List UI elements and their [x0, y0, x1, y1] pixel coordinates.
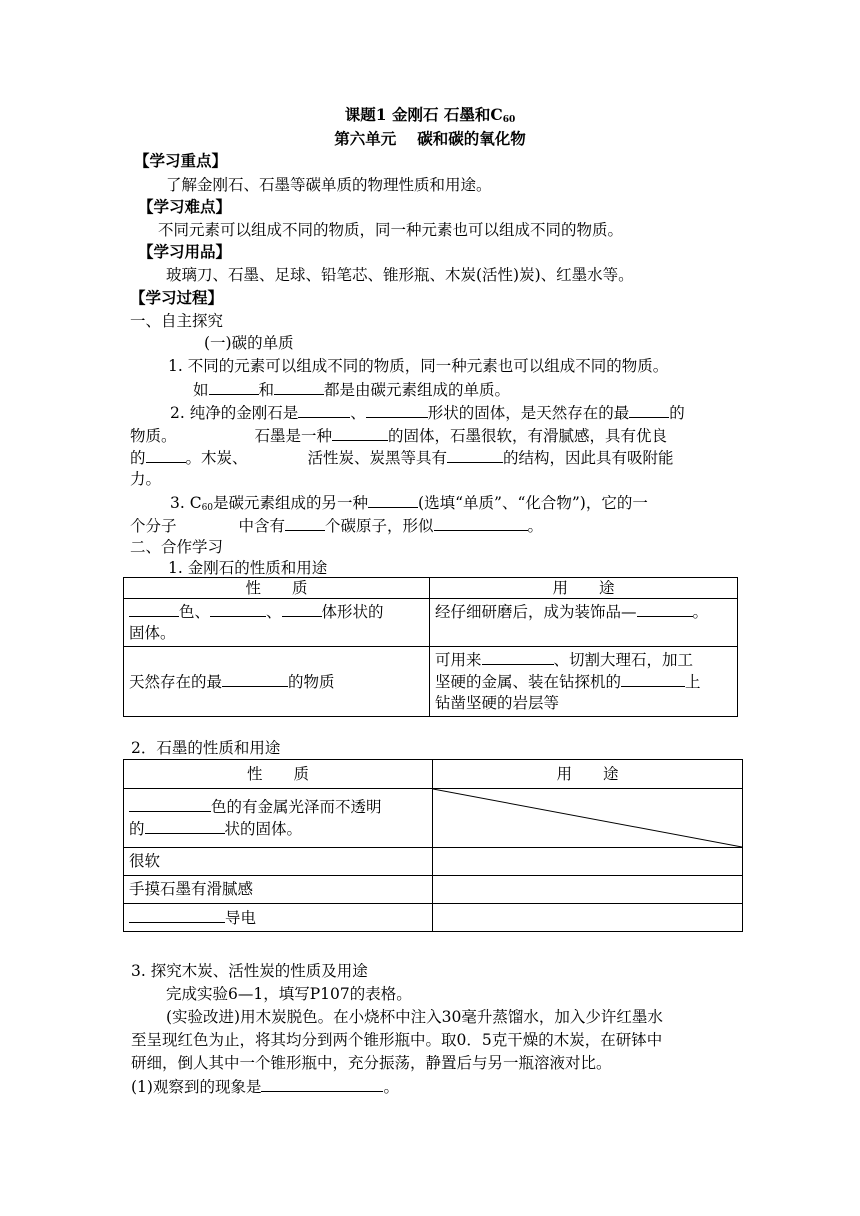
q2-text-j: 活性炭、炭黑等具有: [307, 449, 448, 467]
cell-property: [124, 904, 433, 932]
cell-text: 的物质: [288, 672, 335, 691]
cell-property: [124, 647, 430, 717]
blank[interactable]: [129, 907, 225, 923]
table1-title: 1. 金刚石的性质和用途: [168, 559, 328, 577]
section3-line3: 至呈现红色为止，将其均分到两个锥形瓶中。取0．5克干燥的木炭，在研钵中: [131, 1031, 663, 1049]
cell-text: 钻凿坚硬的岩层等: [435, 694, 560, 712]
blank[interactable]: [222, 671, 288, 687]
blank[interactable]: [482, 649, 554, 665]
cell-text: 坚硬的金属、装在钻探机的: [435, 673, 622, 691]
cell-text: 色、: [179, 603, 211, 621]
table-header: [124, 578, 738, 599]
section3-line2: (实验改进)用木炭脱色。在小烧杯中注入30毫升蒸馏水，加入少许红墨水: [166, 1008, 663, 1026]
cell-text: 上: [685, 673, 701, 691]
cell-text: 的: [129, 820, 145, 838]
lesson-title-text: 课题1 金刚石 石墨和C: [344, 105, 503, 124]
cell-text: 导电: [225, 908, 257, 927]
cell-text: 、切割大理石，加工: [553, 651, 694, 669]
q2-text-h: 的: [130, 449, 146, 467]
q3-line2: [130, 515, 543, 536]
table-row: [124, 599, 738, 647]
q3-text-d: 个分子: [130, 517, 177, 535]
q2-text-k: 的结构，因此具有吸附能: [503, 449, 674, 467]
cell-property: 很软: [124, 848, 433, 876]
process-heading: 【学习过程】: [130, 288, 224, 307]
focus-text: 了解金刚石、石墨等碳单质的物理性质和用途。: [166, 176, 492, 194]
blank[interactable]: [447, 447, 503, 463]
q3-subscript: 60: [201, 503, 214, 513]
blank[interactable]: [621, 671, 685, 687]
blank[interactable]: [298, 402, 350, 418]
q-text: 。: [383, 1078, 399, 1096]
cell-use: [430, 647, 738, 717]
table-header: [124, 760, 743, 789]
q2-text-d: 的: [669, 404, 685, 422]
section3-line4: 研细，倒人其中一个锥形瓶中，充分振荡，静置后与另一瓶溶液对比。: [131, 1054, 612, 1072]
blank[interactable]: [434, 515, 528, 531]
blank[interactable]: [209, 379, 259, 395]
section3-title: 3. 探究木炭、活性炭的性质及用途: [131, 962, 368, 980]
section2-title: 二、合作学习: [130, 538, 224, 556]
cell-text: 。: [692, 603, 709, 621]
section1-subtitle: (一)碳的单质: [204, 334, 294, 352]
blank[interactable]: [368, 492, 418, 508]
section1-title: 一、自主探究: [130, 312, 224, 330]
unit-title: 第六单元 碳和碳的氧化物: [334, 129, 526, 148]
focus-heading: 【学习重点】: [134, 151, 228, 170]
blank[interactable]: [274, 379, 324, 395]
supplies-heading: 【学习用品】: [138, 242, 232, 261]
blank[interactable]: [146, 447, 186, 463]
q2-text-b: 、: [350, 404, 366, 422]
cell-property: 手摸石墨有滑腻感: [124, 876, 433, 904]
cell-use-crossed: [433, 789, 743, 848]
q2-text-i: 。木炭、: [185, 449, 248, 467]
blank[interactable]: [210, 601, 266, 617]
blank[interactable]: [332, 425, 388, 441]
table-row: [124, 876, 743, 904]
q1-text-a: 如: [193, 381, 209, 399]
cell-property: [124, 599, 430, 647]
q2-line2: [130, 425, 667, 446]
q-text: (1)观察到的现象是: [131, 1078, 262, 1096]
q3-text-b: 是碳元素组成的另一种: [213, 494, 369, 512]
q3-text-g: 。: [527, 517, 544, 535]
cell-text: 天然存在的最: [129, 672, 223, 691]
header-use: 用 途: [433, 760, 743, 789]
blank[interactable]: [637, 601, 693, 617]
cell-use[interactable]: [433, 904, 743, 932]
table-row: [124, 904, 743, 932]
q3-text-f: 个碳原子，形似: [325, 517, 434, 535]
q1-text-b: 和: [258, 381, 275, 399]
table-row: [124, 647, 738, 717]
blank[interactable]: [129, 601, 179, 617]
blank[interactable]: [285, 515, 325, 531]
q1-text-c: 都是由碳元素组成的单质。: [324, 381, 511, 399]
section3-line1: 完成实验6—1，填写P107的表格。: [166, 985, 412, 1003]
difficulty-heading: 【学习难点】: [138, 197, 232, 216]
section3-question1: [131, 1076, 399, 1097]
blank[interactable]: [629, 402, 669, 418]
cell-text: 状的固体。: [224, 820, 303, 838]
header-property: 性 质: [124, 578, 430, 599]
lesson-title-subscript: 60: [502, 115, 516, 125]
cell-text: 可用来: [435, 651, 482, 669]
cell-text: 固体。: [129, 624, 176, 642]
cell-text: 体形状的: [321, 603, 384, 621]
q2-text-g: 的固体，石墨很软，有滑腻感，具有优良: [388, 427, 668, 445]
blank[interactable]: [145, 818, 225, 834]
cell-use[interactable]: [433, 848, 743, 876]
q1-line1: 1. 不同的元素可以组成不同的物质，同一种元素也可以组成不同的物质。: [168, 357, 669, 375]
header-property: 性 质: [124, 760, 433, 789]
cell-use[interactable]: [433, 876, 743, 904]
graphite-table: [123, 759, 743, 932]
q3-text-c: (选填“单质”、“化合物”)，它的一: [418, 494, 648, 512]
difficulty-text: 不同元素可以组成不同的物质，同一种元素也可以组成不同的物质。: [158, 221, 624, 239]
table-row: [124, 848, 743, 876]
q2-text-e: 物质。: [130, 427, 177, 445]
blank[interactable]: [261, 1076, 383, 1092]
q2-line3: [130, 447, 674, 468]
q3-text-a: 3. C: [170, 494, 202, 512]
q1-line2: [193, 379, 510, 400]
supplies-text: 玻璃刀、石墨、足球、铅笔芯、锥形瓶、木炭(活性)炭)、红墨水等。: [166, 266, 634, 284]
q2-text-f: 石墨是一种: [254, 427, 333, 445]
blank[interactable]: [129, 796, 211, 812]
table2-title: 2．石墨的性质和用途: [131, 739, 281, 757]
q2-line1: [170, 402, 685, 423]
diagonal-line: [433, 789, 742, 847]
blank[interactable]: [366, 402, 428, 418]
q2-text-a: 2. 纯净的金刚石是: [170, 404, 299, 422]
lesson-title: [0, 105, 860, 130]
diamond-table: [123, 577, 738, 717]
cell-property: [124, 789, 433, 848]
cell-use: [430, 599, 738, 647]
header-use: 用 途: [430, 578, 738, 599]
q2-text-c: 形状的固体，是天然存在的最: [427, 404, 630, 422]
table-row: [124, 789, 743, 848]
q2-line4: 力。: [130, 470, 162, 488]
cell-text: 、: [266, 603, 282, 621]
q3-text-e: 中含有: [238, 517, 286, 535]
cell-text: 经仔细研磨后，成为装饰品—: [435, 603, 637, 621]
blank[interactable]: [282, 601, 322, 617]
cell-text: 色的有金属光泽而不透明: [211, 798, 382, 816]
